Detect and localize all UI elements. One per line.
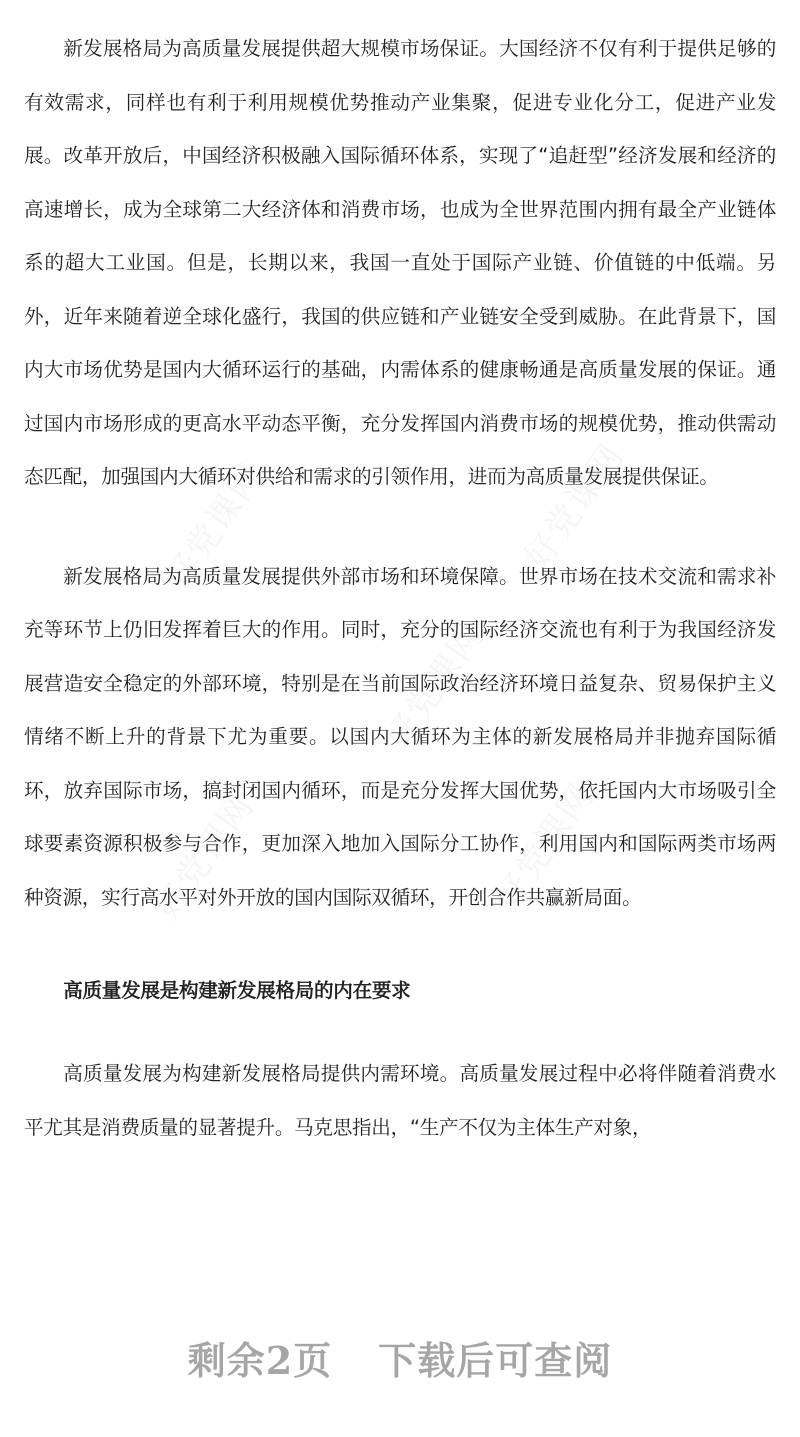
remaining-pages-banner[interactable] <box>0 1330 800 1385</box>
paragraph-domestic-demand: 高质量发展为构建新发展格局提供内需环境。高质量发展过程中必将伴随着消费水平尤其是消费质量的显著提升。马克思指出，“生产不仅为主体生产对象， <box>24 1062 776 1139</box>
section-heading: 高质量发展是构建新发展格局的内在要求 <box>63 979 411 1002</box>
watermark-text: 好党课网 <box>147 786 263 927</box>
paragraph-market-guarantee: 新发展格局为高质量发展提供超大规模市场保证。大国经济不仅有利于提供足够的有效需求，同样也有利于利用规模优势推动产业集聚，促进专业化分工，促进产业发展。改革开放后，中国经济积极融入国际循环体系，实现了“追赶型”经济发展和经济的高速增长，成为全球第二大经济体和消费市场，也成为全世界范围内拥有最全产业链体系的超大工业国。但是，长期以来，我国一直处于国际产业链、价值链的中低端。另外，近年来随着逆全球化盛行，我国的供应链和产业链安全受到威胁。在此背景下，国内大市场优势是国内大循环运行的基础，内需体系的健康畅通是高质量发展的保证。通过国内市场形成的更高水平动态平衡，充分发挥国内消费市场的规模优势，推动供需动态匹配，加强国内大循环对供给和需求的引领作用，进而为高质量发展提供保证。 <box>24 37 776 488</box>
watermark-text: 好党课网 <box>377 616 493 757</box>
download-to-view-label: 下载后可查阅 <box>378 1338 613 1383</box>
paragraph-external-environment: 新发展格局为高质量发展提供外部市场和环境保障。世界市场在技术交流和需求补充等环节上仍旧发挥着巨大的作用。同时，充分的国际经济交流也有利于为我国经济发展营造安全稳定的外部环境，特别是在当前国际政治经济环境日益复杂、贸易保护主义情绪不断上升的背景下尤为重要。以国内大循环为主体的新发展格局并非抛弃国际循环，放弃国际市场，搞封闭国内循环，而是充分发挥大国优势，依托国内大市场吸引全球要素资源积极参与合作，更加深入地加入国际分工协作，利用国内和国际两类市场两种资源，实行高水平对外开放的国内国际双循环，开创合作共赢新局面。 <box>24 564 776 909</box>
remaining-pages-label: 剩余2页 <box>187 1338 333 1383</box>
watermark-text: 好党课网 <box>487 776 603 917</box>
document-page <box>24 22 776 1154</box>
watermark-text: 好党课网 <box>157 456 273 597</box>
watermark-text: 好党课网 <box>517 436 633 577</box>
